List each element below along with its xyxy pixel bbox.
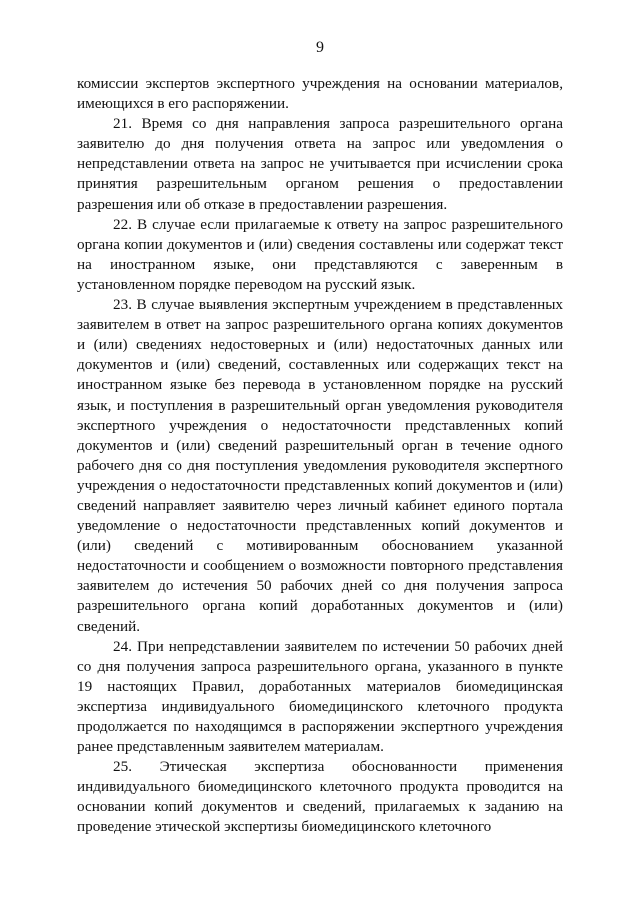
paragraph-25: 25. Этическая экспертиза обоснованности применения индивидуального биомедицинского клеточного продукта проводится на основании копий документов и сведений, прилагаемых к заданию на проведение этической экспертизы биомедицинского клеточного: [77, 758, 563, 836]
paragraph-22: 22. В случае если прилагаемые к ответу на запрос разрешительного органа копии документов и (или) сведения составлены или содержат текст на иностранном языке, они представляются с заверенным в установленном порядке переводом на русский язык.: [77, 215, 563, 293]
paragraph-continuation: комиссии экспертов экспертного учреждения на основании материалов, имеющихся в его распоряжении.: [77, 75, 563, 113]
page-number: 9: [316, 39, 324, 56]
paragraph-24: 24. При непредставлении заявителем по истечении 50 рабочих дней со дня получения запроса разрешительного органа, указанного в пункте 19 настоящих Правил, доработанных материалов биомедицинская экспертиза индивидуального биомедицинского клеточного продукта продолжается по находящимся в распоряжении экспертного учреждения ранее представленным заявителем материалам.: [77, 637, 563, 756]
body-text: [77, 74, 563, 838]
paragraph-23: 23. В случае выявления экспертным учреждением в представленных заявителем в ответ на запрос разрешительного органа копиях документов и (или) сведениях недостоверных и (или) недостаточных данных или документов и (или) сведений, составленных или содержащих текст на иностранном языке без перевода в установленном порядке на русский язык, и поступления в разрешительный орган уведомления руководителя экспертного учреждения о недостаточности представленных копий документов и (или) сведений разрешительный орган в течение одного рабочего дня со дня поступления уведомления руководителя экспертного учреждения о недостаточности представленных копий документов и (или) сведений направляет заявителю через личный кабинет единого портала уведомление о недостаточности представленных копий документов и (или) сведений с мотивированным обоснованием указанной недостаточности и сообщением о возможности повторного представления заявителем до истечения 50 рабочих дней со дня получения запроса разрешительного органа копий доработанных документов и (или) сведений.: [77, 296, 563, 635]
paragraph-21: 21. Время со дня направления запроса разрешительного органа заявителю до дня получения ответа на запрос или уведомления о непредставлении ответа на запрос не учитывается при исчислении срока принятия разрешительным органом решения о предоставлении разрешения или об отказе в предоставлении разрешения.: [77, 115, 563, 213]
